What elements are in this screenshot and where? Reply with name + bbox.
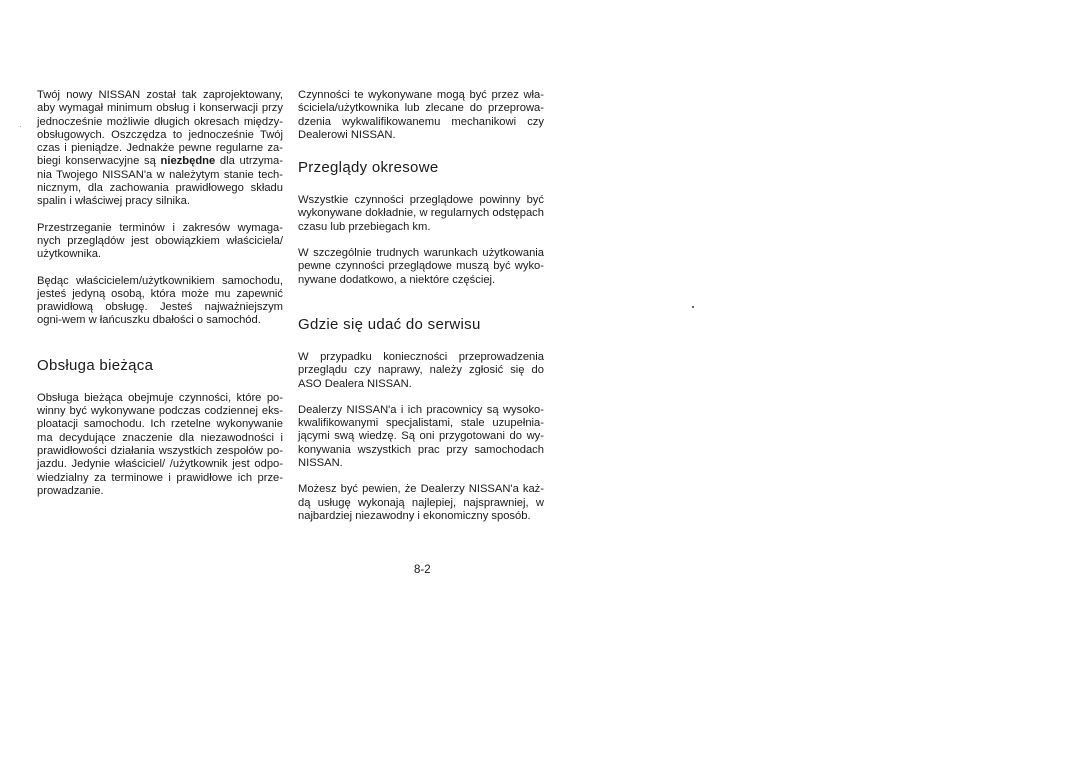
service-execution-paragraph: Czynności te wykonywane mogą być przez wła-ściciela/użytkownika lub zlecane do przeprowa-dzenia wykwalifikowanemu mechanikowi czy Dealerowi NISSAN. (298, 89, 544, 141)
owner-responsibility-paragraph: Będąc właścicielem/użytkownikiem samochodu, jesteś jedyną osobą, która może mu zapewnić prawidłową obsługę. Jesteś najważniejszym ogni-wem w łańcuszku dbałości o samochód. (37, 274, 283, 327)
scan-speck (692, 306, 694, 308)
inspection-accuracy-paragraph: Wszystkie czynności przeglądowe powinny być wykonywane dokładnie, w regularnych odstępach czasu lub przebiegach km. (298, 194, 544, 233)
section-heading-periodic-inspections: Przeglądy okresowe (298, 159, 439, 177)
difficult-conditions-paragraph: W szczególnie trudnych warunkach użytkowania pewne czynności przeglądowe muszą być wyko-nywane dodatkowo, a niektóre częściej. (298, 247, 544, 286)
intro-paragraph (37, 89, 283, 209)
dealer-assurance-paragraph: Możesz być pewien, że Dealerzy NISSAN'a każ-dą usługę wykonają najlepiej, najsprawniej, w najbardziej niezawodny i ekonomiczny sposób. (298, 483, 544, 522)
right-column (298, 89, 544, 523)
section-heading-routine-maintenance: Obsługa bieżąca (37, 356, 154, 374)
intro-emphasis: niezbędne (160, 155, 216, 168)
scan-speck (20, 126, 21, 127)
routine-maintenance-paragraph: Obsługa bieżąca obejmuje czynności, które po-winny być wykonywane podczas codziennej eks-ploatacji samochodu. Ich rzetelne wykonywanie ma decydujące znaczenie dla niezawodności i prawidłowości działania wszystkich zespołów po-jazdu. Jedynie właściciel/ /użytkownik jest odpo-wiedzialny za terminowe i prawidłowe ich prze-prowadzanie. (37, 391, 283, 497)
section-heading-where-to-service: Gdzie się udać do serwisu (298, 315, 481, 333)
intro-text-before: Twój nowy NISSAN został tak zaprojektowany, aby wymagał minimum obsług i konserwacji przy jednocześnie możliwie długich okresach między-obsługowych. Oszczędza to jednocześnie Twój czas i pieniądze. Jednakże pewne regularne za-biegi konserwacyjne są (37, 89, 283, 168)
intro-text-after: dla utrzyma-nia Twojego NISSAN'a w należytym stanie tech-nicznym, dla zachowania prawidłowego składu spalin i właściwej pracy silnika. (37, 155, 284, 208)
dealer-qualification-paragraph: Dealerzy NISSAN'a i ich pracownicy są wysoko-kwalifikowanymi specjalistami, stale uzupełnia-jącymi swą wiedzę. Są oni przygotowani do wy-konywania wszystkich prac przy samochodach NISSAN. (298, 403, 544, 470)
page-number: 8-2 (414, 564, 431, 576)
dealer-contact-paragraph: W przypadku konieczności przeprowadzenia przeglądu czy naprawy, należy zgłosić się do ASO Dealera NISSAN. (298, 350, 544, 390)
left-column (37, 89, 283, 498)
inspection-obligation-paragraph: Przestrzeganie terminów i zakresów wymaga-nych przeglądów jest obowiązkiem właściciela/ użytkownika. (37, 221, 283, 261)
